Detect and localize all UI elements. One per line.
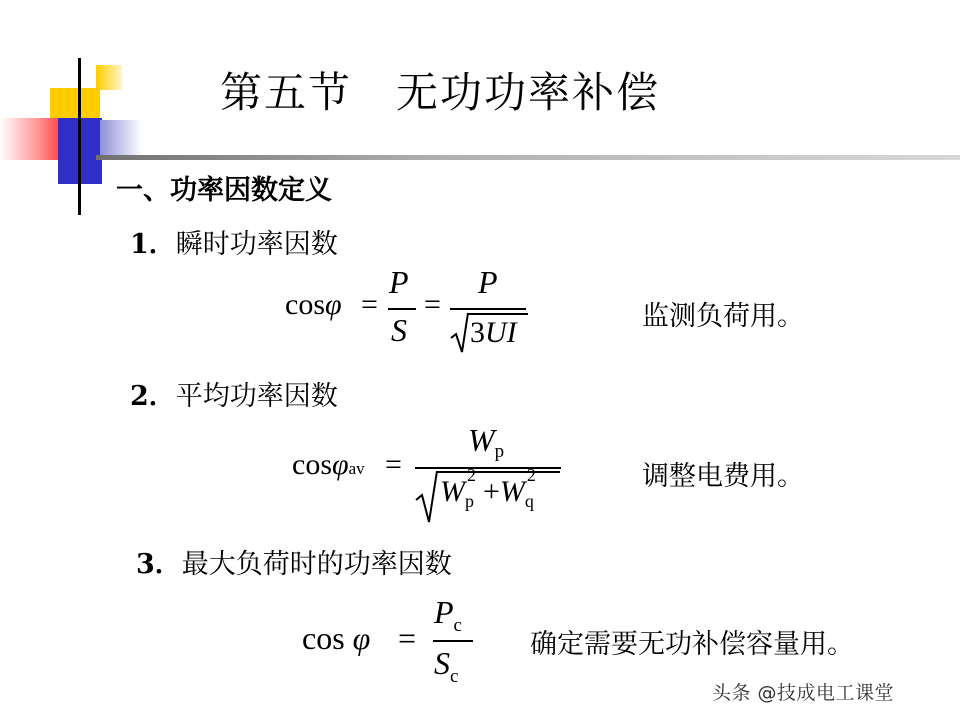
fraction-bar: [450, 308, 526, 310]
formula-3-num: $P_c$: [434, 594, 462, 636]
title-underline: [96, 155, 960, 160]
item-label: 最大负荷时的功率因数: [181, 549, 452, 580]
decor-vertical-line: [78, 58, 81, 215]
formula-3-den: $S_c$: [434, 645, 459, 687]
sqrt-sign: [450, 312, 470, 356]
note-3: 确定需要无功补偿容量用。: [530, 629, 854, 660]
section-heading: 一、功率因数定义: [116, 175, 332, 206]
formula-1-lhs: cosφ: [285, 288, 342, 321]
item-3: [136, 542, 452, 581]
item-number: 1．: [130, 229, 176, 260]
formula-1-den2: 3UI: [470, 316, 517, 349]
fraction-bar: [415, 467, 561, 469]
item-label: 平均功率因数: [175, 381, 338, 412]
item-number: 3．: [136, 549, 182, 580]
watermark: 头条 @技成电工课堂: [712, 682, 895, 704]
formula-2-lhs: cosφav: [292, 448, 365, 481]
formula-1-num: P: [389, 264, 409, 300]
formula-3-lhs: cos φ: [302, 620, 371, 656]
slide-title: 第五节 无功功率补偿: [220, 68, 661, 117]
formula-1-eq2: =: [424, 288, 441, 321]
item-number: 2．: [130, 381, 176, 412]
formula-1-num2: P: [478, 264, 498, 300]
decor-lavender-block: [100, 120, 142, 160]
note-1: 监测负荷用。: [642, 301, 804, 332]
item-1: [130, 222, 338, 261]
formula-2-eq: =: [385, 448, 402, 481]
fraction-bar: [388, 308, 416, 310]
formula-1-eq: =: [361, 288, 378, 321]
item-2: [130, 374, 338, 413]
formula-3-eq: =: [398, 620, 417, 656]
sqrt-bar: [468, 313, 528, 315]
formula-2-den: W 2 p +W 2 q: [440, 465, 536, 511]
note-2: 调整电费用。: [642, 461, 804, 492]
sqrt-bar: [436, 471, 560, 473]
decor-yellow-block-top: [96, 65, 122, 90]
formula-2-num: Wp: [468, 422, 505, 462]
item-label: 瞬时功率因数: [175, 229, 338, 260]
sqrt-sign: [415, 470, 439, 524]
formula-1-den: S: [391, 312, 407, 348]
fraction-bar: [433, 640, 473, 642]
decor-red-gradient: [0, 118, 66, 160]
